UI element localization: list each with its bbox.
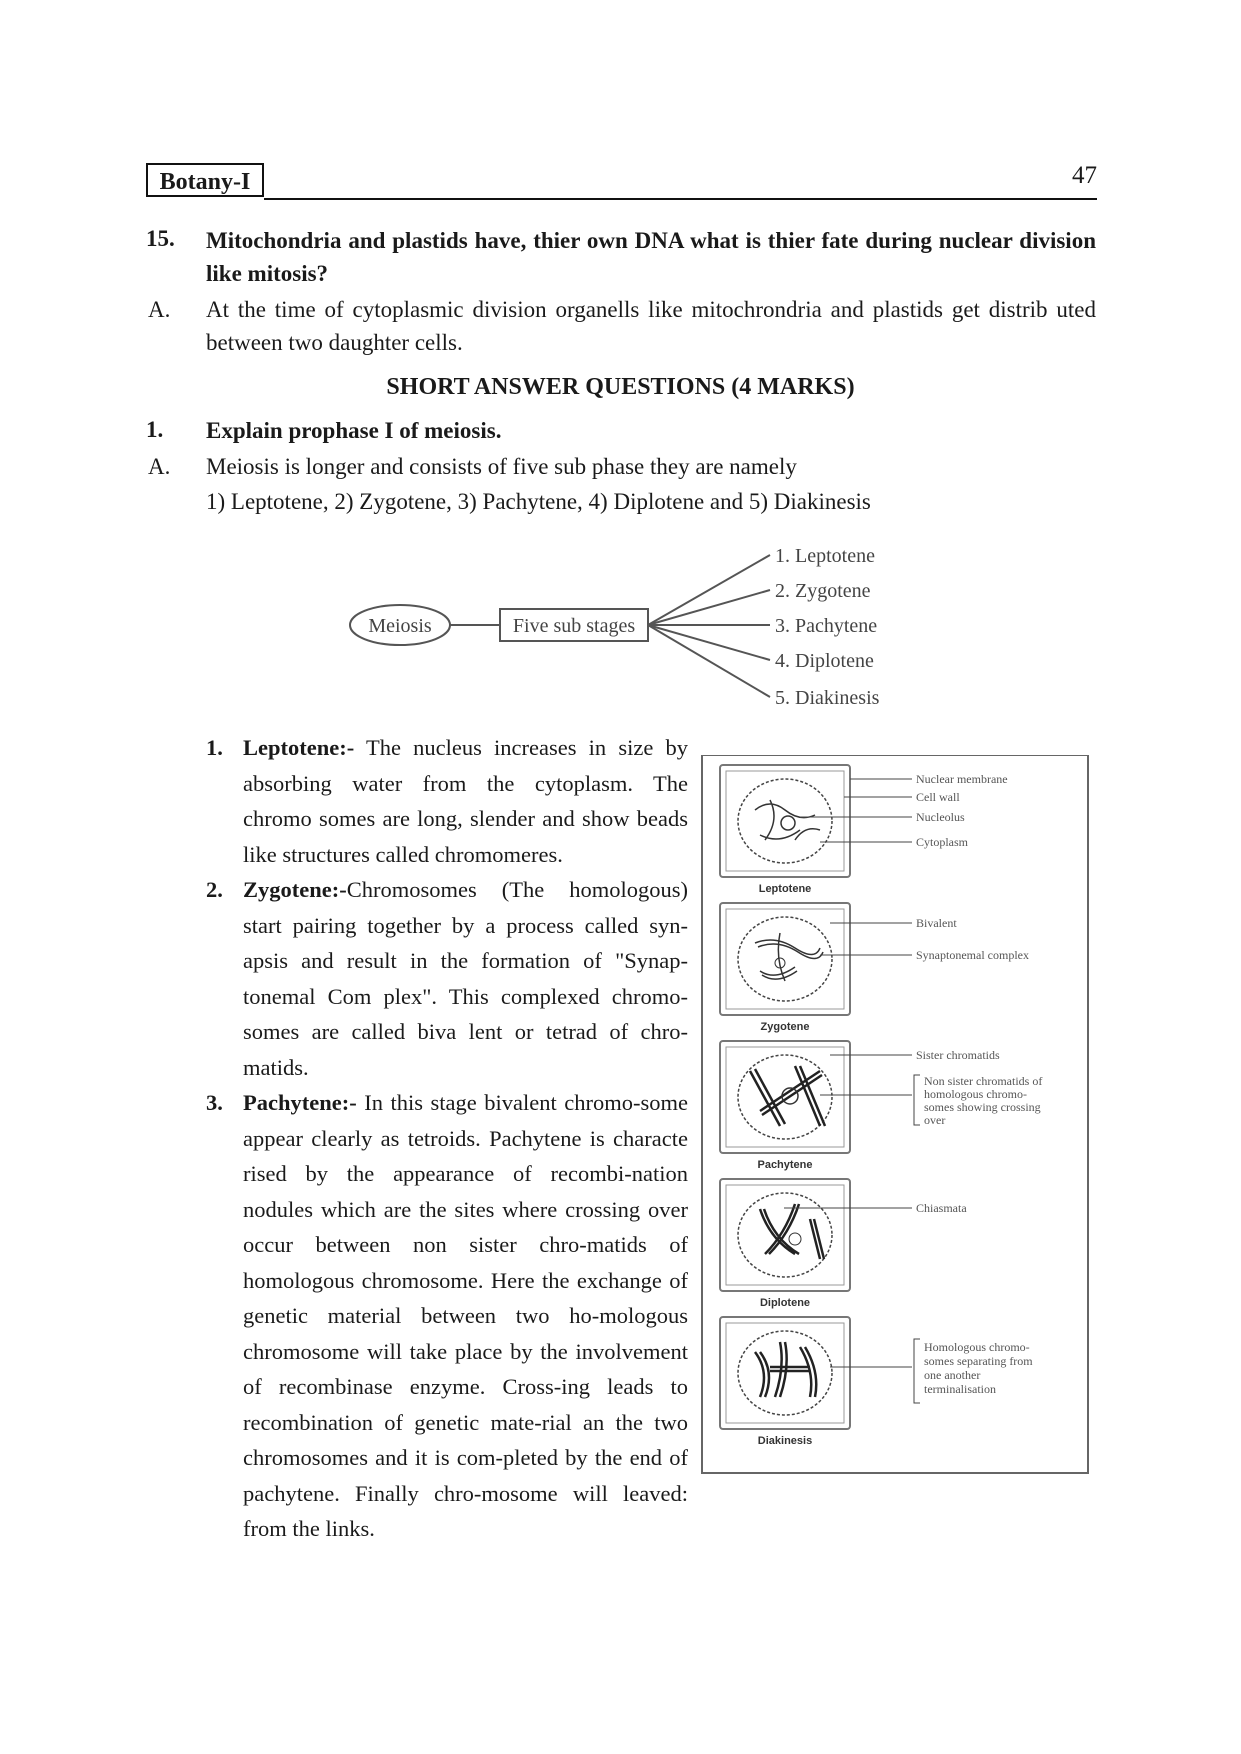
- pachytene-cell: [720, 1041, 850, 1153]
- q1-answer-label: A.: [148, 454, 171, 479]
- q15-answer: At the time of cytoplasmic division organells like mitochrondria and plastids get distrib uted between two daughter cells.: [206, 297, 1096, 355]
- leptotene-label: Leptotene: [758, 883, 812, 895]
- nuclear-membrane-label: Nuclear membrane: [916, 772, 1008, 786]
- q15-answer-label: A.: [148, 297, 171, 322]
- header-rule: [264, 198, 1097, 200]
- q1-number: 1.: [146, 417, 164, 442]
- bivalent-label: Bivalent: [916, 916, 957, 930]
- stage-item-pachytene: [206, 1085, 688, 1547]
- terminalisation-label: terminalisation: [924, 1382, 996, 1396]
- zygotene-callouts: [820, 923, 912, 955]
- item-description: Chromosomes (The homologous) start pairing together by a process called syn-apsis and result in the formation of "Synap-tonemal Com plex". This complexed chromo-somes are called biva lent or tetrad of chro-matids.: [243, 877, 688, 1080]
- section-title: SHORT ANSWER QUESTIONS (4 MARKS): [386, 374, 855, 400]
- non-sister-label-3: somes showing crossing: [924, 1100, 1041, 1114]
- leptotene-cell: [720, 765, 850, 877]
- cytoplasm-label: Cytoplasm: [916, 835, 969, 849]
- diplotene-label: Diplotene: [759, 1297, 811, 1309]
- branch-lines: [648, 555, 770, 697]
- zygotene-cell: [720, 903, 850, 1015]
- item-term: Pachytene:-: [243, 1090, 357, 1115]
- sister-chromatids-label: Sister chromatids: [916, 1048, 1000, 1062]
- zygotene-label: Zygotene: [760, 1021, 810, 1033]
- diplotene-cell: [720, 1179, 850, 1291]
- pachytene-label: Pachytene: [757, 1159, 813, 1171]
- page-number: 47: [1072, 162, 1097, 189]
- diakinesis-cell: [720, 1317, 850, 1429]
- leptotene-callouts: [800, 779, 912, 842]
- prophase-figure: [700, 755, 1090, 1475]
- stage-branch-1: 1. Leptotene: [775, 545, 875, 567]
- item-description: In this stage bivalent chromo-some appear clearly as tetroids. Pachytene is characte rised by the appearance of recombi-nation nodules which are the sites where crossing over occur between non sister chro-matids of homologous chromosome. Here the exchange of genetic material between two ho-mologous chromosome will take place by the involvement of recombinase enzyme. Cross-ing leads to recombination of genetic mate-rial an the two chromosomes and it is com-pleted by the end of pachytene. Finally chro-mosome will leaved: from the links.: [243, 1090, 688, 1541]
- item-number: 2.: [206, 877, 223, 902]
- homologous-label-1: Homologous chromo-: [924, 1340, 1030, 1354]
- stage-branch-5: 5. Diakinesis: [775, 687, 880, 709]
- book-title-box: Botany-I: [146, 163, 264, 197]
- non-sister-label-1: Non sister chromatids of: [924, 1074, 1043, 1088]
- stage-item-leptotene: [206, 730, 688, 872]
- homologous-label-2: somes separating from: [924, 1354, 1033, 1368]
- synaptonemal-label: Synaptonemal complex: [916, 948, 1029, 962]
- item-number: 1.: [206, 735, 223, 760]
- non-sister-label-2: homologous chromo-: [924, 1087, 1027, 1101]
- q15-number: 15.: [146, 226, 175, 251]
- non-sister-label-4: over: [924, 1113, 946, 1127]
- q1-question: Explain prophase I of meiosis.: [206, 418, 502, 443]
- meiosis-flowchart: [340, 525, 920, 725]
- diakinesis-label: Diakinesis: [757, 1435, 813, 1447]
- q15-question: Mitochondria and plastids have, thier own DNA what is thier fate during nuclear division like mitosis?: [206, 228, 1096, 286]
- q1-answer-line2: 1) Leptotene, 2) Zygotene, 3) Pachytene, 4) Diplotene and 5) Diakinesis: [206, 489, 871, 514]
- meiosis-node-label: Meiosis: [368, 615, 432, 637]
- q1-answer-line1: Meiosis is longer and consists of five sub phase they are namely: [206, 454, 797, 479]
- sub-stages-node-label: Five sub stages: [512, 615, 636, 637]
- stage-branch-4: 4. Diplotene: [775, 650, 874, 672]
- item-description: The nucleus increases in size by absorbing water from the cytoplasm. The chromo somes are long, slender and show beads like structures called chromomeres.: [243, 735, 688, 867]
- chiasmata-label: Chiasmata: [916, 1201, 967, 1215]
- nucleolus-label: Nucleolus: [916, 810, 965, 824]
- item-term: Leptotene:-: [243, 735, 355, 760]
- stage-item-zygotene: [206, 872, 688, 1085]
- item-number: 3.: [206, 1090, 223, 1115]
- cell-wall-label: Cell wall: [916, 790, 960, 804]
- stage-descriptions: [206, 730, 688, 1547]
- item-term: Zygotene:-: [243, 877, 347, 902]
- stage-branch-2: 2. Zygotene: [775, 580, 871, 602]
- pachytene-callouts: [820, 1055, 920, 1125]
- stage-branch-3: 3. Pachytene: [775, 615, 878, 637]
- homologous-label-3: one another: [924, 1368, 981, 1382]
